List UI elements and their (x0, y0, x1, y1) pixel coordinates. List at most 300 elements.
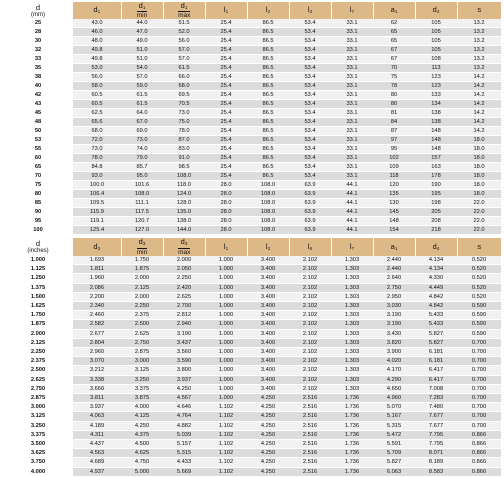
table-cell: 1.102 (205, 458, 247, 467)
table-cell: 86.5 (247, 163, 289, 172)
table-cell: 3.400 (247, 274, 289, 283)
table-cell: 1.000 (205, 311, 247, 320)
header-col-10: s (457, 2, 501, 19)
table-cell: 3.375 (121, 384, 163, 393)
table-cell: 53.4 (289, 55, 331, 64)
table-cell: 25.4 (205, 127, 247, 136)
table-cell: 51.5 (163, 19, 205, 28)
table-cell: 3.900 (373, 348, 415, 357)
table-cell: 2.750 (373, 283, 415, 292)
table-cell: 18.0 (457, 172, 501, 181)
table-row (3, 73, 501, 82)
table-cell: 67 (373, 46, 415, 55)
table-cell: 108.0 (247, 190, 289, 199)
table-cell: 47.0 (121, 28, 163, 37)
row-diameter-cell: 2.250 (3, 348, 73, 357)
table-cell: 25.4 (205, 154, 247, 163)
table-cell: 2.804 (73, 338, 121, 347)
table-cell: 53.4 (289, 46, 331, 55)
table-cell: 7.677 (415, 412, 457, 421)
table-cell: 4.764 (163, 412, 205, 421)
table-cell: 53.4 (289, 91, 331, 100)
table-cell: 69.0 (121, 127, 163, 136)
table-cell: 2.516 (289, 412, 331, 421)
table-cell: 4.646 (163, 403, 205, 412)
table-cell: 3.660 (73, 384, 121, 393)
table-cell: 85.7 (121, 163, 163, 172)
table-cell: 4.960 (373, 394, 415, 403)
table-cell: 86.5 (247, 154, 289, 163)
table-cell: 28.0 (205, 190, 247, 199)
table-row (3, 118, 501, 127)
table-cell: 4.250 (247, 449, 289, 458)
table-cell: 3.338 (73, 375, 121, 384)
table-cell: 148 (415, 127, 457, 136)
table-cell: 4.250 (247, 467, 289, 476)
table-cell: 53.4 (289, 154, 331, 163)
table-cell: 0.700 (457, 338, 501, 347)
table-cell: 0.700 (457, 375, 501, 384)
table-cell: 2.102 (289, 302, 331, 311)
table-cell: 53.4 (289, 100, 331, 109)
table-row (3, 440, 501, 449)
table-cell: 108.0 (247, 217, 289, 226)
header-col-5: $l_2$ (247, 2, 289, 19)
table-cell: 2.102 (289, 265, 331, 274)
table-cell: 3.400 (247, 375, 289, 384)
table-cell: 106.4 (73, 190, 121, 199)
table-cell: 2.516 (289, 430, 331, 439)
row-diameter-cell: 1.750 (3, 311, 73, 320)
table-cell: 218 (415, 226, 457, 235)
table-cell: 25.4 (205, 109, 247, 118)
table-cell: 2.102 (289, 338, 331, 347)
table-row (3, 208, 501, 217)
header-col-4: $l_1$ (205, 238, 247, 256)
table-cell: 108 (415, 55, 457, 64)
table-row (3, 37, 501, 46)
table-cell: 18.0 (457, 181, 501, 190)
table-row (3, 217, 501, 226)
table-cell: 78 (373, 82, 415, 91)
table-cell: 1.303 (331, 265, 373, 274)
table-cell: 3.400 (247, 292, 289, 301)
table-cell: 25.4 (205, 28, 247, 37)
table-cell: 14.2 (457, 100, 501, 109)
table-cell: 86.5 (247, 100, 289, 109)
table-cell: 1.303 (331, 375, 373, 384)
table-cell: 135.0 (163, 208, 205, 217)
table-row (3, 55, 501, 64)
table-cell: 33.1 (331, 73, 373, 82)
table-cell: 2.000 (163, 256, 205, 265)
table-cell: 51.0 (121, 55, 163, 64)
row-diameter-cell: 90 (3, 208, 73, 217)
table-cell: 2.102 (289, 366, 331, 375)
row-diameter-cell: 53 (3, 136, 73, 145)
table-cell: 1.303 (331, 357, 373, 366)
table-cell: 73.0 (163, 109, 205, 118)
table-row (3, 403, 501, 412)
table-cell: 81 (373, 109, 415, 118)
table-row (3, 181, 501, 190)
table-cell: 53.4 (289, 145, 331, 154)
table-cell: 148 (415, 136, 457, 145)
table-cell: 22.0 (457, 217, 501, 226)
table-cell: 128.0 (163, 199, 205, 208)
table-cell: 0.700 (457, 366, 501, 375)
table-row (3, 384, 501, 393)
table-cell: 0.590 (457, 302, 501, 311)
table-cell: 138.0 (163, 217, 205, 226)
row-diameter-cell: 2.875 (3, 394, 73, 403)
table-cell: 120 (373, 181, 415, 190)
table-cell: 4.882 (163, 421, 205, 430)
table-cell: 2.102 (289, 384, 331, 393)
row-diameter-cell: 70 (3, 172, 73, 181)
table-header (3, 2, 501, 19)
table-cell: 86.5 (247, 109, 289, 118)
table-cell: 3.400 (247, 320, 289, 329)
table-cell: 0.520 (457, 256, 501, 265)
table-cell: 63.9 (289, 181, 331, 190)
table-row (3, 320, 501, 329)
header-col-3: $d_3$ (163, 238, 205, 247)
table-cell: 0.700 (457, 412, 501, 421)
row-diameter-cell: 50 (3, 127, 73, 136)
table-cell: 6.417 (415, 375, 457, 384)
table-cell: 73.0 (121, 136, 163, 145)
table-row (3, 311, 501, 320)
table-cell: 208 (415, 217, 457, 226)
table-cell: 4.311 (73, 430, 121, 439)
header-col-5: $l_2$ (247, 238, 289, 256)
row-diameter-cell: 48 (3, 118, 73, 127)
table-cell: 25.4 (205, 91, 247, 100)
table-cell: 109.5 (73, 199, 121, 208)
table-cell: 14.2 (457, 91, 501, 100)
table-row (3, 292, 501, 301)
table-cell: 67 (373, 55, 415, 64)
row-diameter-cell: 80 (3, 190, 73, 199)
imperial-dimensions-table (3, 238, 501, 477)
row-diameter-cell: 55 (3, 145, 73, 154)
table-cell: 0.700 (457, 394, 501, 403)
table-cell: 1.875 (121, 265, 163, 274)
header-col-10: s (457, 238, 501, 256)
header-col-6: $l_3$ (289, 2, 331, 19)
table-cell: 115.9 (73, 208, 121, 217)
row-diameter-cell: 3.000 (3, 403, 73, 412)
table-cell: 1.102 (205, 430, 247, 439)
table-cell: 105 (415, 19, 457, 28)
table-cell: 44.0 (121, 19, 163, 28)
table-cell: 53.4 (289, 73, 331, 82)
table-cell: 13.2 (457, 28, 501, 37)
table-cell: 2.940 (163, 320, 205, 329)
row-diameter-cell: 32 (3, 46, 73, 55)
table-cell: 4.020 (373, 357, 415, 366)
table-cell: 2.102 (289, 375, 331, 384)
table-cell: 3.400 (247, 357, 289, 366)
table-cell: 1.736 (331, 421, 373, 430)
table-cell: 44.1 (331, 226, 373, 235)
metric-dimensions-table (3, 2, 501, 235)
table-cell: 33.1 (331, 37, 373, 46)
table-cell: 3.190 (373, 320, 415, 329)
table-cell: 5.039 (163, 430, 205, 439)
table-cell: 4.500 (121, 440, 163, 449)
table-cell: 33.1 (331, 82, 373, 91)
row-diameter-cell: 1.500 (3, 292, 73, 301)
table-cell: 18.0 (457, 190, 501, 199)
table-cell: 3.400 (247, 311, 289, 320)
table-cell: 3.811 (73, 394, 121, 403)
table-cell: 1.736 (331, 403, 373, 412)
table-cell: 6.417 (415, 366, 457, 375)
row-diameter-cell: 65 (3, 163, 73, 172)
table-row (3, 357, 501, 366)
table-cell: 1.000 (205, 256, 247, 265)
table-cell: 13.2 (457, 55, 501, 64)
table-cell: 4.250 (247, 421, 289, 430)
table-cell: 63.9 (289, 199, 331, 208)
table-cell: 1.303 (331, 329, 373, 338)
table-cell: 63.9 (289, 217, 331, 226)
table-cell: 22.0 (457, 208, 501, 217)
table-cell: 1.736 (331, 412, 373, 421)
table-cell: 1.102 (205, 467, 247, 476)
table-cell: 0.700 (457, 348, 501, 357)
table-cell: 13.2 (457, 46, 501, 55)
table-cell: 5.433 (415, 311, 457, 320)
header-col-1: $d_1$ (73, 2, 121, 19)
table-cell: 3.937 (73, 403, 121, 412)
table-cell: 1.102 (205, 440, 247, 449)
header-col-7: $l_7$ (331, 2, 373, 19)
table-row (3, 46, 501, 55)
table-cell: 4.937 (73, 467, 121, 476)
table-row (3, 430, 501, 439)
table-cell: 3.437 (163, 338, 205, 347)
table-cell: 124.0 (163, 190, 205, 199)
table-cell: 2.640 (373, 274, 415, 283)
table-cell: 138 (415, 109, 457, 118)
table-cell: 163 (415, 163, 457, 172)
table-cell: 2.700 (163, 302, 205, 311)
table-cell: 108.0 (247, 181, 289, 190)
table-cell: 6.063 (373, 467, 415, 476)
table-cell: 4.125 (121, 412, 163, 421)
table-cell: 25.4 (205, 19, 247, 28)
table-cell: 33.1 (331, 19, 373, 28)
table-cell: 14.2 (457, 127, 501, 136)
table-cell: 2.102 (289, 283, 331, 292)
table-cell: 53.4 (289, 64, 331, 73)
row-diameter-cell: 38 (3, 73, 73, 82)
table-row (3, 100, 501, 109)
table-cell: 1.000 (205, 338, 247, 347)
table-header (3, 238, 501, 256)
table-cell: 62 (373, 19, 415, 28)
table-cell: 2.516 (289, 440, 331, 449)
table-cell: 3.400 (247, 329, 289, 338)
table-row (3, 412, 501, 421)
table-cell: 5.167 (373, 412, 415, 421)
table-cell: 48.0 (73, 37, 121, 46)
table-cell: 0.866 (457, 430, 501, 439)
table-cell: 2.375 (121, 311, 163, 320)
table-cell: 0.700 (457, 403, 501, 412)
table-cell: 123 (415, 82, 457, 91)
table-cell: 86.5 (247, 136, 289, 145)
table-cell: 4.250 (247, 412, 289, 421)
table-cell: 2.960 (73, 348, 121, 357)
table-cell: 2.000 (121, 292, 163, 301)
table-cell: 4.000 (121, 403, 163, 412)
table-cell: 25.4 (205, 136, 247, 145)
table-cell: 134 (415, 100, 457, 109)
table-cell: 3.125 (121, 366, 163, 375)
table-cell: 86.5 (247, 127, 289, 136)
table-cell: 80 (373, 91, 415, 100)
table-row (3, 136, 501, 145)
table-cell: 60.5 (73, 100, 121, 109)
table-cell: 33.1 (331, 64, 373, 73)
table-cell: 2.000 (121, 274, 163, 283)
row-diameter-cell: 28 (3, 28, 73, 37)
table-cell: 4.170 (373, 366, 415, 375)
table-cell: 0.520 (457, 265, 501, 274)
table-cell: 3.590 (163, 357, 205, 366)
table-cell: 3.400 (247, 338, 289, 347)
table-row (3, 256, 501, 265)
table-cell: 4.567 (163, 394, 205, 403)
table-cell: 86.5 (247, 82, 289, 91)
table-cell: 25.4 (205, 46, 247, 55)
table-cell: 86.5 (247, 64, 289, 73)
table-cell: 5.472 (373, 430, 415, 439)
table-cell: 86.5 (247, 118, 289, 127)
table-cell: 4.250 (247, 458, 289, 467)
row-diameter-cell: 42 (3, 91, 73, 100)
table-cell: 61.5 (121, 100, 163, 109)
table-cell: 1.693 (73, 256, 121, 265)
table-cell: 13.2 (457, 37, 501, 46)
table-cell: 0.700 (457, 357, 501, 366)
table-cell: 56.0 (73, 73, 121, 82)
table-cell: 18.0 (457, 163, 501, 172)
table-cell: 1.000 (205, 283, 247, 292)
table-row (3, 82, 501, 91)
table-cell: 14.2 (457, 73, 501, 82)
table-cell: 53.4 (289, 19, 331, 28)
row-diameter-cell: 2.750 (3, 384, 73, 393)
table-cell: 1.736 (331, 394, 373, 403)
table-row (3, 458, 501, 467)
table-cell: 148 (373, 217, 415, 226)
table-cell: 4.250 (121, 421, 163, 430)
table-cell: 14.2 (457, 118, 501, 127)
table-cell: 93.0 (73, 172, 121, 181)
table-cell: 5.827 (415, 329, 457, 338)
table-cell: 18.0 (457, 136, 501, 145)
table-cell: 4.650 (373, 384, 415, 393)
table-cell: 2.516 (289, 458, 331, 467)
table-cell: 7.283 (415, 394, 457, 403)
row-diameter-cell: 30 (3, 37, 73, 46)
table-row (3, 109, 501, 118)
table-cell: 105 (415, 28, 457, 37)
table-cell: 1.736 (331, 440, 373, 449)
table-cell: 3.400 (247, 283, 289, 292)
table-cell: 4.750 (121, 458, 163, 467)
table-cell: 3.250 (121, 375, 163, 384)
table-cell: 5.000 (121, 467, 163, 476)
table-cell: 0.866 (457, 467, 501, 476)
table-cell: 53.4 (289, 37, 331, 46)
table-cell: 138 (415, 118, 457, 127)
table-cell: 4.689 (73, 458, 121, 467)
table-cell: 75.0 (163, 118, 205, 127)
table-cell: 86.5 (247, 37, 289, 46)
table-cell: 105 (415, 37, 457, 46)
table-cell: 1.736 (331, 449, 373, 458)
table-cell: 53.4 (289, 28, 331, 37)
table-cell: 1.000 (205, 292, 247, 301)
table-cell: 7.677 (415, 421, 457, 430)
header-max: max (163, 247, 205, 256)
table-cell: 205 (415, 208, 457, 217)
table-cell: 2.102 (289, 357, 331, 366)
table-cell: 53.4 (289, 127, 331, 136)
table-cell: 3.400 (247, 384, 289, 393)
table-cell: 54.0 (121, 64, 163, 73)
table-cell: 4.250 (247, 440, 289, 449)
table-row (3, 154, 501, 163)
table-cell: 0.520 (457, 292, 501, 301)
table-cell: 1.303 (331, 256, 373, 265)
table-cell: 3.400 (247, 302, 289, 311)
table-cell: 25.4 (205, 145, 247, 154)
table-cell: 5.070 (373, 403, 415, 412)
table-cell: 25.4 (205, 55, 247, 64)
table-cell: 62.5 (73, 109, 121, 118)
table-cell: 33.1 (331, 163, 373, 172)
table-cell: 61.5 (163, 64, 205, 73)
table-cell: 2.086 (73, 283, 121, 292)
table-cell: 2.812 (163, 311, 205, 320)
table-cell: 117.5 (121, 208, 163, 217)
table-cell: 0.520 (457, 274, 501, 283)
table-cell: 2.102 (289, 311, 331, 320)
row-diameter-cell: 2.625 (3, 375, 73, 384)
row-diameter-cell: 40 (3, 82, 73, 91)
table-cell: 1.102 (205, 449, 247, 458)
table-cell: 33.1 (331, 118, 373, 127)
table-cell: 133 (415, 91, 457, 100)
table-cell: 4.330 (415, 274, 457, 283)
table-cell: 14.2 (457, 82, 501, 91)
table-cell: 86.5 (247, 73, 289, 82)
table-cell: 3.820 (373, 338, 415, 347)
table-cell: 97 (373, 136, 415, 145)
table-cell: 0.590 (457, 329, 501, 338)
table-cell: 2.460 (73, 311, 121, 320)
table-row (3, 265, 501, 274)
table-cell: 33.1 (331, 136, 373, 145)
table-cell: 84.8 (73, 163, 121, 172)
